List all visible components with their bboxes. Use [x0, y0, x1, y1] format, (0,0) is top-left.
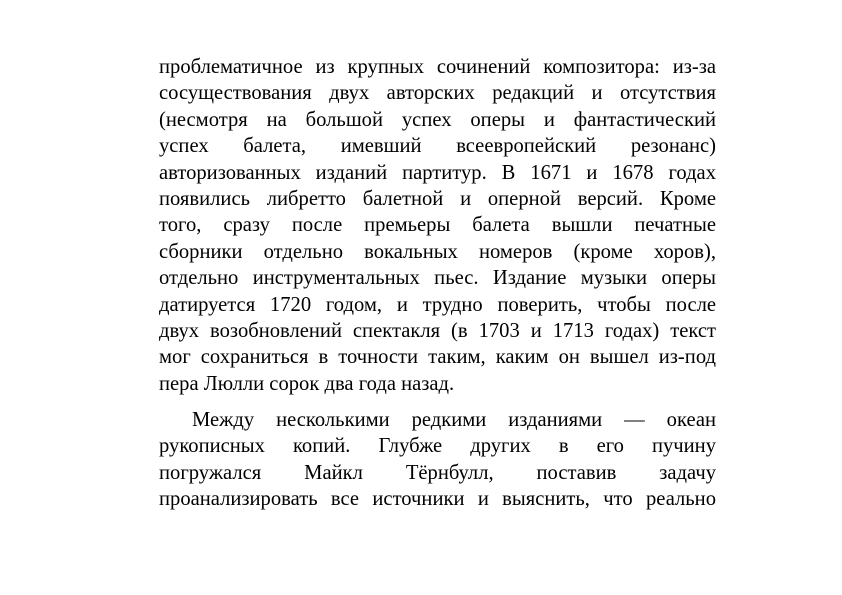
text-line: датируется 1720 годом, и трудно поверить, чтобы после — [159, 293, 716, 316]
text-line: успех балета, имевший всеевропейский резонанс) — [159, 135, 716, 158]
text-line: Между несколькими редкими изданиями — океан — [192, 409, 716, 432]
text-line: проанализировать все источники и выяснить, что реально — [159, 488, 716, 511]
text-line: пера Люлли сорок два года назад. — [159, 372, 455, 395]
text-line: сосуществования двух авторских редакций и отсутствия — [159, 82, 716, 105]
text-line: рукописных копий. Глубже других в его пучину — [159, 435, 716, 458]
text-line: (несмотря на большой успех оперы и фантастический — [159, 108, 716, 131]
text-line: сборники отдельно вокальных номеров (кроме хоров), — [159, 240, 716, 263]
text-line: того, сразу после премьеры балета вышли печатные — [159, 214, 716, 237]
paragraph-1 — [159, 54, 716, 397]
body-text — [159, 54, 716, 513]
text-line: отдельно инструментальных пьес. Издание музыки оперы — [159, 267, 716, 290]
text-line: авторизованных изданий партитур. В 1671 и 1678 годах — [159, 161, 716, 184]
text-line: погружался Майкл Тёрнбулл, поставив задачу — [159, 461, 716, 484]
text-line: появились либретто балетной и оперной версий. Кроме — [159, 187, 716, 210]
paragraph-2 — [159, 407, 716, 513]
text-line: двух возобновлений спектакля (в 1703 и 1713 годах) текст — [159, 319, 716, 342]
text-line: проблематичное из крупных сочинений композитора: из-за — [159, 56, 716, 78]
paragraph-spacer — [159, 397, 716, 407]
text-line: мог сохраниться в точности таким, каким он вышел из-под — [159, 346, 716, 369]
